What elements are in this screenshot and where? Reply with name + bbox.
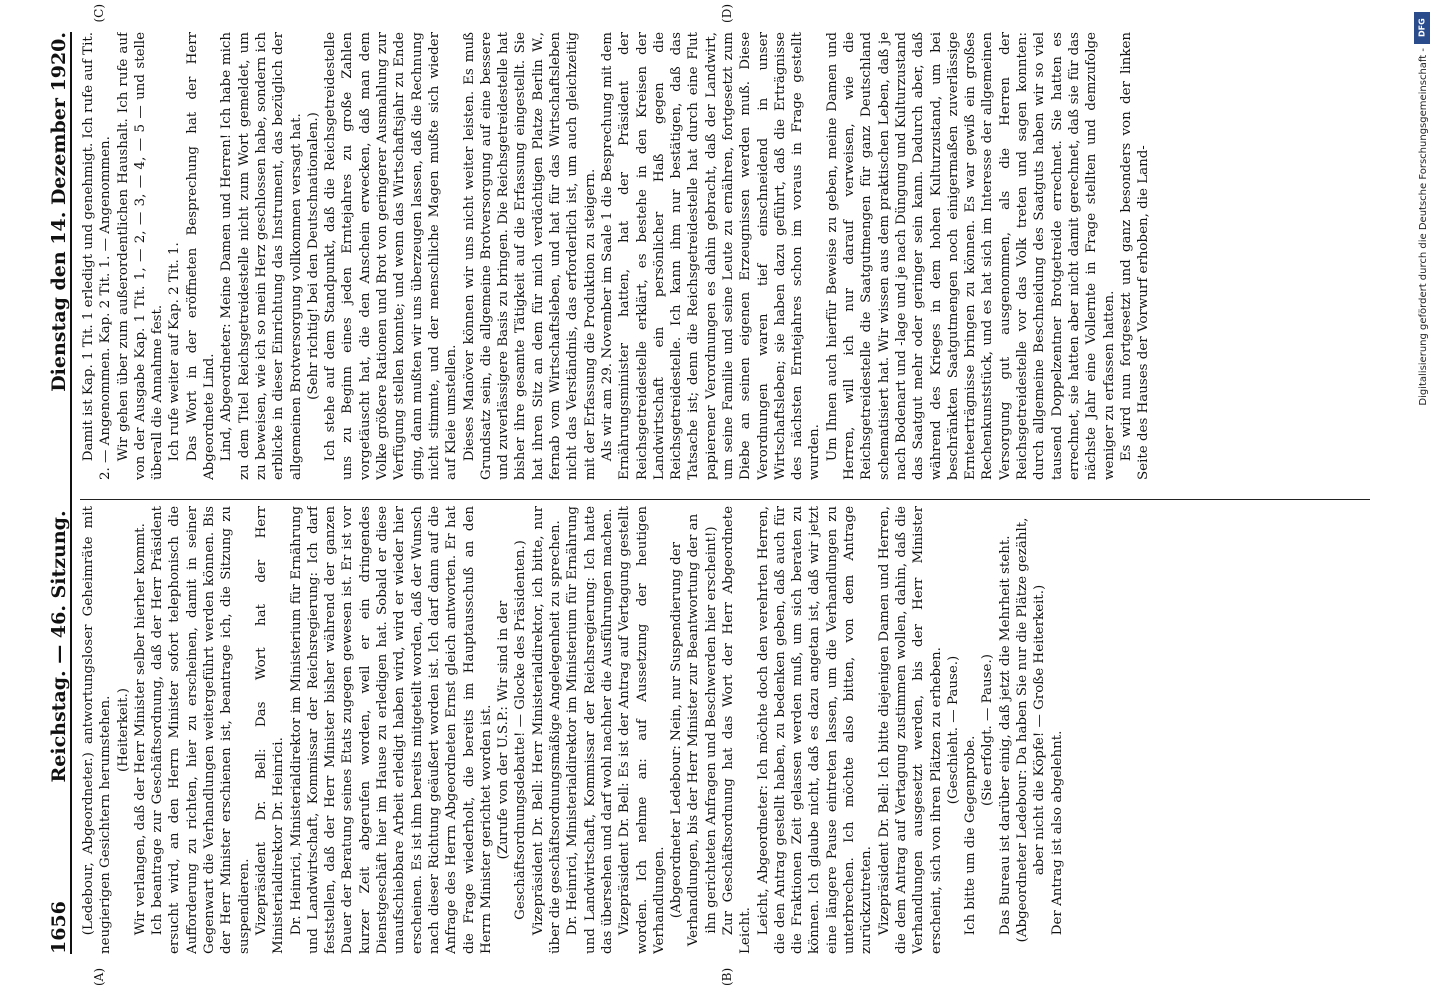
margin-marker-a: (A): [92, 967, 106, 986]
paragraph: Ich rufe weiter auf Kap. 2 Tit. 1.: [167, 242, 183, 462]
side-strip: [1410, 6, 1432, 994]
paragraph: Lind, Abgeordneter: Meine Damen und Herren! Ich habe mich zu dem Titel Reichsgetreidestelle nicht zum Wort gemeldet, um zu beweisen, wie ich so mein Herz geschlossen habe, sondern ich erblicke in dieser Einrichtung das Instrument, das bezüglich der allgemeinen Brotversorgung vollkommen versagt hat.: [219, 32, 304, 480]
paragraph: Es wird nun fortgesetzt und ganz besonders von der linken Seite des Hauses der Vorwurf erhoben, die Land-: [1118, 32, 1152, 480]
paragraph: Leicht, Abgeordneter: Ich möchte doch den verehrten Herren, die den Antrag gestellt haben, zu bedenken geben, daß auch für die Fraktionen Zeit gelassen werden muß, um sich beraten zu können. Ich glaube nicht, daß es dazu angetan ist, daß wir jetzt eine längere Pause eintreten lassen, um die Verhandlungen zu unterbrechen. Ich möchte also bitten, von dem Antrage zurückzutreten.: [755, 506, 875, 954]
paragraph: Zur Geschäftsordnung hat das Wort der Herr Abgeordnete Leicht.: [720, 506, 754, 954]
paragraph: Dieses Manöver können wir uns nicht weiter leisten. Es muß Grundsatz sein, die allgemeine Brotversorgung auf eine bessere und zuverlässigere Basis zu bringen. Die Reichsgetreidestelle hat bisher ihre gesamte Tätigkeit auf die Erfassung eingestellt. Sie hat ihren Sitz an dem für mich verdächtigen Platze Berlin W., fernab vom Wirtschaftsleben, und hat für das Wirtschaftsleben nicht das Verständnis, das erforderlich ist, um auch gleichzeitig mit der Erfassung die Produktion zu steigern.: [461, 32, 598, 480]
paragraph: Ich stehe auf dem Standpunkt, daß die Reichsgetreidestelle uns zu Beginn eines jeden Erntejahres zu große Zahlen vorgetäuscht hat, die den Anschein erwecken, daß man dem Volke größere Rationen und Brot von geringerer Ausmahlung zur Verfügung stellen konnte; und wenn das Wirtschaftsjahr zu Ende ging, dann mußten wir uns überzeugen lassen, daß die Rechnung nicht stimmte, und der menschliche Magen mußte sich wieder auf Kleie umstellen.: [323, 32, 460, 480]
paragraph: Damit ist Kap. 1 Tit. 1 erledigt und genehmigt. Ich rufe auf Tit. 2. — Angenommen. Kap. 2 Tit. 1. — Angenommen.: [81, 32, 114, 480]
margin-marker-c: (C): [92, 4, 106, 23]
paragraph: (Ledebour, Abgeordneter.) antwortungsloser Geheimräte mit neugierigen Gesichtern herumstehen.: [81, 506, 114, 954]
paragraph: Vizepräsident Dr. Bell: Es ist der Antrag auf Vertagung gestellt worden. Ich nehme an: auf Aussetzung der heutigen Verhandlungen.: [617, 506, 667, 954]
column-divider: [80, 499, 1370, 500]
paragraph: Vizepräsident Dr. Bell: Ich bitte diejenigen Damen und Herren, die dem Antrag auf Vertagung zustimmen wollen, dahin, daß die Verhandlungen ausgesetzt werden, bis der Herr Minister erscheint, sich von ihren Plätzen zu erheben.: [876, 506, 944, 954]
margin-marker-d: (D): [720, 4, 734, 23]
paragraph: Das Wort in der eröffneten Besprechung hat der Herr Abgeordnete Lind.: [184, 32, 218, 480]
paragraph: (Heiterkeit.): [115, 688, 131, 772]
paragraph: Ich beantrage zur Geschäftsordnung, daß der Herr Präsident ersucht wird, an den Herrn Minister sofort telephonisch die Aufforderung zu richten, hier zu erscheinen, damit in seiner Gegenwart die Verhandlungen weitergeführt werden können. Bis der Herr Minister erschienen ist, beantrage ich, die Sitzung zu suspendieren.: [150, 506, 252, 954]
margin-marker-b: (B): [720, 967, 734, 986]
paragraph: (Zurufe von der U.S.P.: Wir sind in der Geschäftsordnungsdebatte! — Glocke des Präsidenten.): [496, 540, 529, 920]
dfg-logo: DFG: [1414, 12, 1430, 44]
paragraph: Der Antrag ist also abgelehnt.: [1049, 730, 1065, 936]
paragraph: Vizepräsident Dr. Bell: Das Wort hat der Herr Ministerialdirektor Dr. Heinrici.: [253, 506, 287, 954]
right-column: [80, 32, 1370, 480]
paragraph: Wir verlangen, daß der Herr Minister selber hierher kommt.: [132, 523, 148, 936]
paragraph: Ich bitte um die Gegenprobe.: [963, 735, 979, 936]
paragraph: Das Bureau ist darüber einig, daß jetzt die Mehrheit steht.: [997, 535, 1013, 936]
paragraph: Dr. Heinrici, Ministerialdirektor im Ministerium für Ernährung und Landwirtschaft, Kommissar der Reichsregierung: Ich darf feststellen, daß der Herr Minister bisher während der ganzen Dauer der Beratung seines Etats zugegen gewesen ist. Er ist vor kurzer Zeit abgerufen worden, weil er ein dringendes Dienstgeschäft hier im Hause zu erledigen hat. Sobald er diese unaufschiebbare Arbeit erledigt haben wird, wird er wieder hier erscheinen. Es ist ihm bereits mitgeteilt worden, daß der Wunsch nach dieser Richtung geäußert worden ist. Ich darf dann auf die Anfrage des Herrn Abgeordneten Ernst gleich antworten. Er hat die Frage wiederholt, die bereits im Hauptausschuß an den Herrn Minister gerichtet worden ist.: [288, 506, 494, 954]
paragraph: Um Ihnen auch hierfür Beweise zu geben, meine Damen und Herren, will ich nur darauf verweisen, wie die Reichsgetreidestelle die Saatgutmengen für ganz Deutschland schematisiert hat. Wir wissen aus dem praktischen Leben, daß je nach Bodenart und -lage und je nach Düngung und Kulturzustand das Saatgut mehr oder geringer sein kann. Dadurch aber, daß während des Krieges in dem hohen Kulturzustand, um bei beschränkten Saatgutmengen noch einigermaßen zuverlässige Ernteerträgnisse bringen zu können. Es war gewiß ein großes Rechenkunststück, und es hat sich im Interesse der allgemeinen Versorgung gut ausgenommen, als die Herren der Reichsgetreidestelle vor das Volk treten und sagen konnten: durch allgemeine Beschneidung des Saatguts haben wir so viel tausend Doppelzentner Brotgetreide errechnet. Sie hatten es errechnet, sie hatten aber nicht damit gerechnet, daß sie für das nächste Jahr eine Vollernte in Frage stellten und demzufolge weniger zu erfassen hatten.: [824, 32, 1117, 480]
header-right-title: Dienstag den 14. Dezember 1920.: [48, 32, 70, 392]
page-header: [44, 32, 72, 954]
page-number: 1656: [48, 901, 70, 954]
header-left-title: Reichstag. — 46. Sitzung.: [48, 510, 70, 783]
digitization-credit: Digitalisierung gefördert durch die Deutsche Forschungsgemeinschaft -: [1418, 48, 1429, 406]
paragraph: (Sehr richtig! bei den Deutschnationalen.): [305, 112, 321, 400]
paragraph: Dr. Heinrici, Ministerialdirektor im Ministerium für Ernährung und Landwirtschaft, Kommissar der Reichsregierung: Ich hatte das übersehen und darf wohl nachher die Ausführungen machen.: [565, 506, 615, 954]
paragraph: (Geschieht. — Pause.): [945, 655, 961, 805]
paragraph: (Sie erfolgt. — Pause.): [980, 654, 996, 806]
paragraph: (Abgeordneter Ledebour: Nein, nur Suspendierung der Verhandlungen, bis der Herr Minister zur Beantwortung der an ihn gerichteten Anfragen und Beschwerden hier erscheint!): [669, 513, 719, 947]
paragraph: Vizepräsident Dr. Bell: Herr Ministerialdirektor, ich bitte, nur über die geschäftsordnungsmäßige Angelegenheit zu sprechen.: [530, 506, 564, 954]
paragraph: Wir gehen über zum außerordentlichen Haushalt. Ich rufe auf von der Ausgabe Kap. 1 Tit. 1, — 2, — 3, — 4, — 5 — und stelle überall die Annahme fest.: [115, 32, 166, 480]
paragraph: (Abgeordneter Ledebour: Da haben Sie nur die Plätze gezählt, aber nicht die Köpfe! — Große Heiterkeit.): [1015, 517, 1048, 943]
paragraph: Als wir am 29. November im Saale 1 die Besprechung mit dem Ernährungsminister hatten, hat der Präsident der Reichsgetreidestelle erklärt, es bestehe in den Kreisen der Landwirtschaft ein persönlicher Haß gegen die Reichsgetreidestelle. Ich kann ihm nur bestätigen, daß das Tatsache ist; denn die Reichsgetreidestelle hat durch eine Flut papierener Verordnungen es dahin gebracht, daß der Landwirt, um seine Familie und seine Leute zu ernähren, fortgesetzt zum Diebe an seinen eigenen Erzeugnissen werden muß. Diese Verordnungen waren tief einschneidend in unser Wirtschaftsleben; sie haben dazu geführt, daß die Erträgnisse des nächsten Erntejahres schon im voraus in Frage gestellt wurden.: [599, 32, 823, 480]
left-column: [80, 506, 1370, 954]
text-columns: [80, 32, 1370, 954]
